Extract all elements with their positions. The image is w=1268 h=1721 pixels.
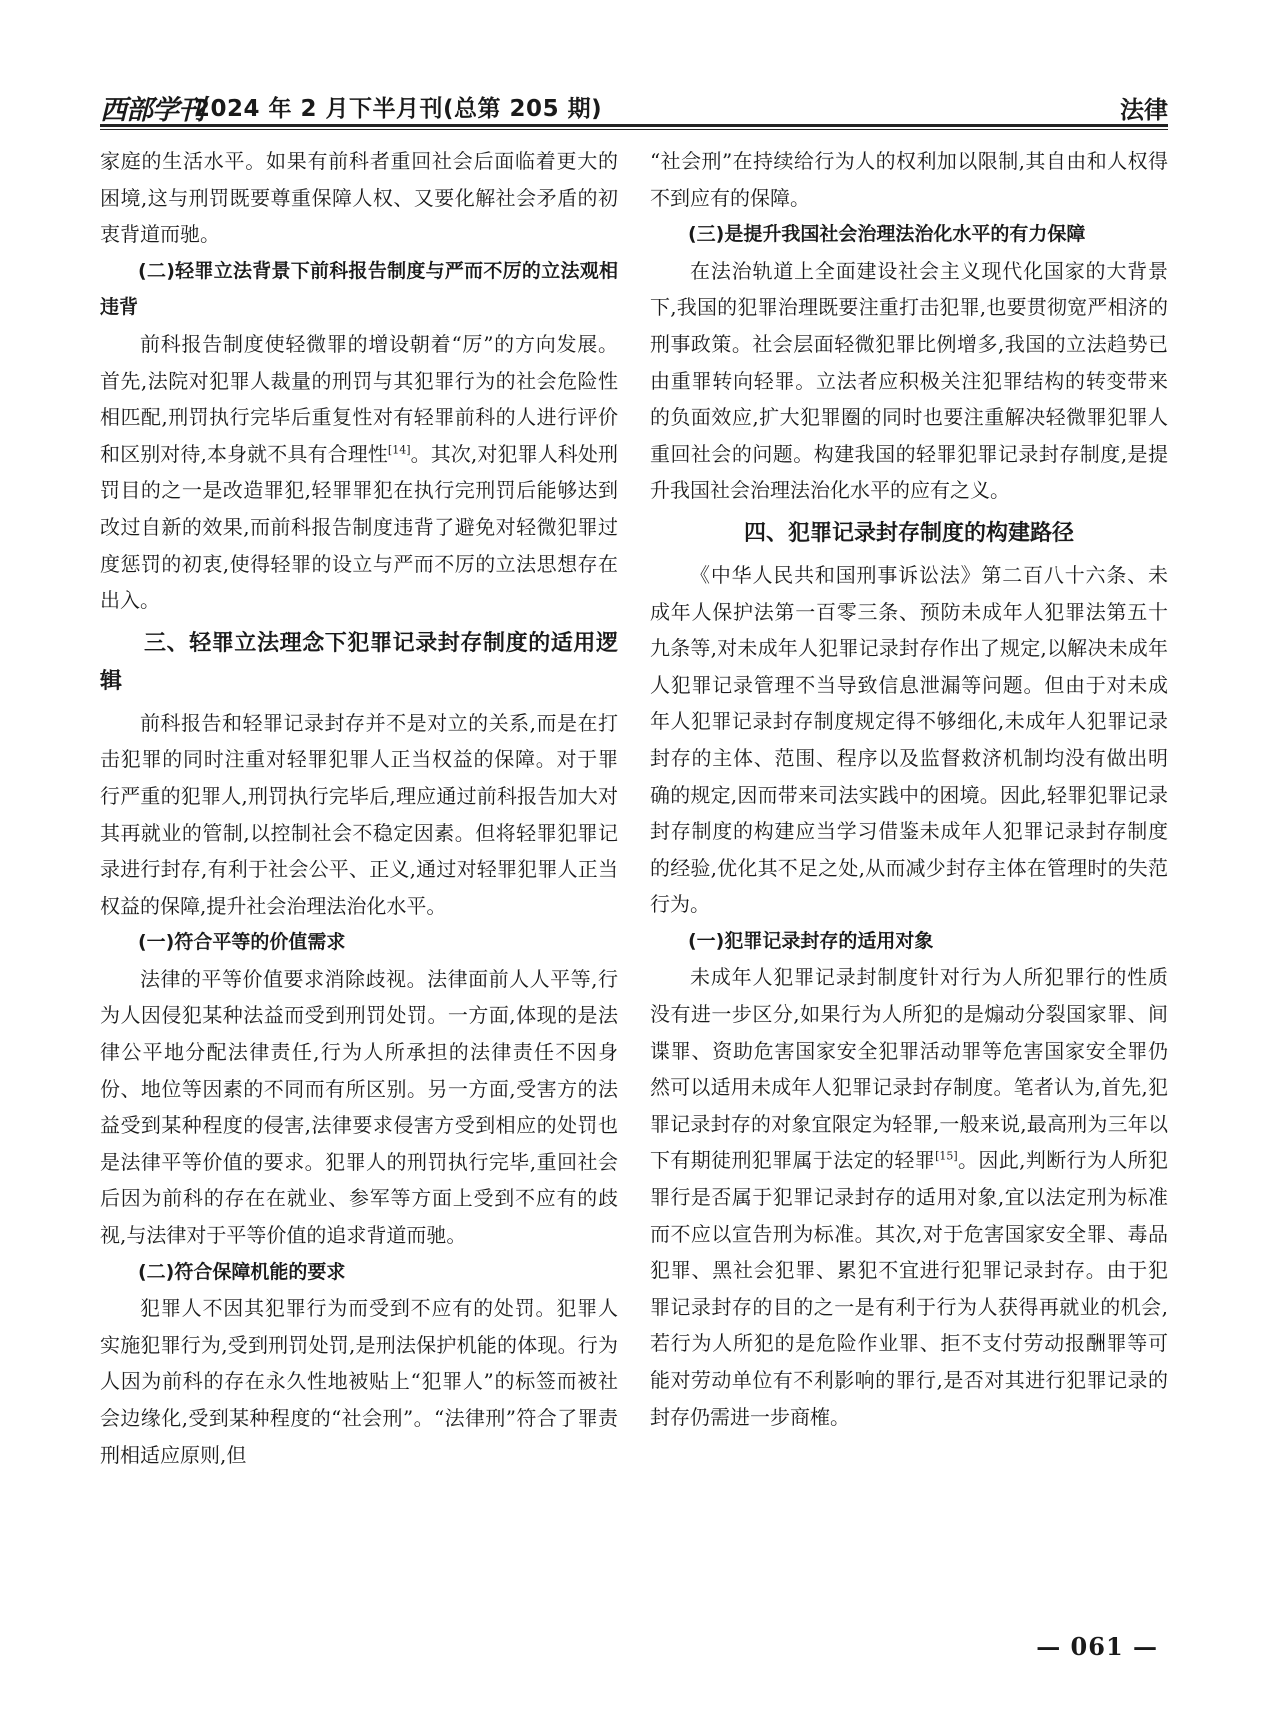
- header-rule-thin: [100, 129, 1168, 130]
- section-name: 法律: [1120, 96, 1168, 124]
- right-column: [650, 143, 1168, 1435]
- section-heading: 三、轻罪立法理念下犯罪记录封存制度的适用逻辑: [100, 630, 618, 694]
- paragraph: [650, 959, 1168, 1435]
- running-header: [100, 84, 1168, 128]
- paragraph: 前科报告和轻罪记录封存并不是对立的关系,而是在打击犯罪的同时注重对轻罪犯罪人正当权益的保障。对于罪行严重的犯罪人,刑罚执行完毕后,理应通过前科报告加大对其再就业的管制,以控制社会不稳定因素。但将轻罪犯罪记录进行封存,有利于社会公平、正义,通过对轻罪犯罪人正当权益的保障,提升社会治理法治化水平。: [100, 710, 618, 918]
- section-heading: 四、犯罪记录封存制度的构建路径: [743, 520, 1074, 546]
- subsection-heading: (二)轻罪立法背景下前科报告制度与严而不厉的立法观相违背: [100, 259, 618, 319]
- header-rule: [100, 124, 1168, 127]
- subsection-heading: (二)符合保障机能的要求: [138, 1260, 346, 1283]
- paragraph-text: 前科报告制度使轻微罪的增设朝着“厉”的方向发展。首先,法院对犯罪人裁量的刑罚与其犯罪行为的社会危险性相匹配,刑罚执行完毕后重复性对有轻罪前科的人进行评价和区别对待,本身就不具有合理性: [100, 331, 618, 466]
- citation-ref: [14]: [387, 443, 411, 457]
- subsection-heading: (三)是提升我国社会治理法治化水平的有力保障: [688, 223, 1086, 246]
- paragraph-text: 。其次,对犯罪人科处刑罚目的之一是改造罪犯,轻罪罪犯在执行完刑罚后能够达到改过自新的效果,而前科报告制度违背了避免对轻微犯罪过度惩罚的初衷,使得轻罪的设立与严而不厉的立法思想存在出入。: [100, 441, 619, 613]
- issue-info: 2024 年 2 月下半月刊(总第 205 期): [194, 96, 603, 122]
- citation-ref: [15]: [935, 1149, 958, 1163]
- paragraph: 法律的平等价值要求消除歧视。法律面前人人平等,行为人因侵犯某种法益而受到刑罚处罚。一方面,体现的是法律公平地分配法律责任,行为人所承担的法律责任不因身份、地位等因素的不同而有所区别。另一方面,受害方的法益受到某种程度的侵害,法律要求侵害方受到相应的处罚也是法律平等价值的要求。犯罪人的刑罚执行完毕,重回社会后因为前科的存在在就业、参军等方面上受到不应有的歧视,与法律对于平等价值的追求背道而驰。: [100, 966, 618, 1248]
- paragraph: 犯罪人不因其犯罪行为而受到不应有的处罚。犯罪人实施犯罪行为,受到刑罚处罚,是刑法保护机能的体现。行为人因为前科的存在永久性地被贴上“犯罪人”的标签而被社会边缘化,受到某种程度的“社会刑”。“法律刑”符合了罪责刑相适应原则,但: [100, 1296, 618, 1467]
- left-column: [100, 143, 618, 1473]
- paragraph-text: 。因此,判断行为人所犯罪行是否属于犯罪记录封存的适用对象,宜以法定刑为标准而不应以宣告刑为标准。其次,对于危害国家安全罪、毒品犯罪、黑社会犯罪、累犯不宜进行犯罪记录封存。由于犯罪记录封存的目的之一是有利于行为人获得再就业的机会,若行为人所犯的是危险作业罪、拒不支付劳动报酬罪等可能对劳动单位有不利影响的罪行,是否对其进行犯罪记录的封存仍需进一步商榷。: [650, 1148, 1169, 1429]
- paragraph-text: 未成年人犯罪记录封制度针对行为人所犯罪行的性质没有进一步区分,如果行为人所犯的是煽动分裂国家罪、间谍罪、资助危害国家安全犯罪活动罪等危害国家安全罪仍然可以适用未成年人犯罪记录封存制度。笔者认为,首先,犯罪记录封存的对象宜限定为轻罪,一般来说,最高刑为三年以下有期徒刑犯罪属于法定的轻罪: [650, 965, 1168, 1173]
- paragraph: [100, 326, 618, 619]
- subsection-heading: (一)符合平等的价值需求: [138, 931, 346, 954]
- paragraph: “社会刑”在持续给行为人的权利加以限制,其自由和人权得不到应有的保障。: [650, 149, 1168, 210]
- paragraph: 家庭的生活水平。如果有前科者重回社会后面临着更大的困境,这与刑罚既要尊重保障人权、又要化解社会矛盾的初衷背道而驰。: [100, 149, 618, 247]
- paragraph: 《中华人民共和国刑事诉讼法》第二百八十六条、未成年人保护法第一百零三条、预防未成年人犯罪法第五十九条等,对未成年人犯罪记录封存作出了规定,以解决未成年人犯罪记录管理不当导致信息泄漏等问题。但由于对未成年人犯罪记录封存制度规定得不够细化,未成年人犯罪记录封存的主体、范围、程序以及监督救济机制均没有做出明确的规定,因而带来司法实践中的困境。因此,轻罪犯罪记录封存制度的构建应当学习借鉴未成年人犯罪记录封存制度的经验,优化其不足之处,从而减少封存主体在管理时的失范行为。: [650, 562, 1168, 917]
- journal-logo: 西部学刊: [100, 95, 204, 126]
- paragraph: 在法治轨道上全面建设社会主义现代化国家的大背景下,我国的犯罪治理既要注重打击犯罪,也要贯彻宽严相济的刑事政策。社会层面轻微犯罪比例增多,我国的立法趋势已由重罪转向轻罪。立法者应积极关注犯罪结构的转变带来的负面效应,扩大犯罪圈的同时也要注重解决轻微罪犯罪人重回社会的问题。构建我国的轻罪犯罪记录封存制度,是提升我国社会治理法治化水平的应有之义。: [650, 258, 1168, 503]
- page-number: — 061 —: [1036, 1632, 1158, 1661]
- subsection-heading: (一)犯罪记录封存的适用对象: [688, 929, 934, 952]
